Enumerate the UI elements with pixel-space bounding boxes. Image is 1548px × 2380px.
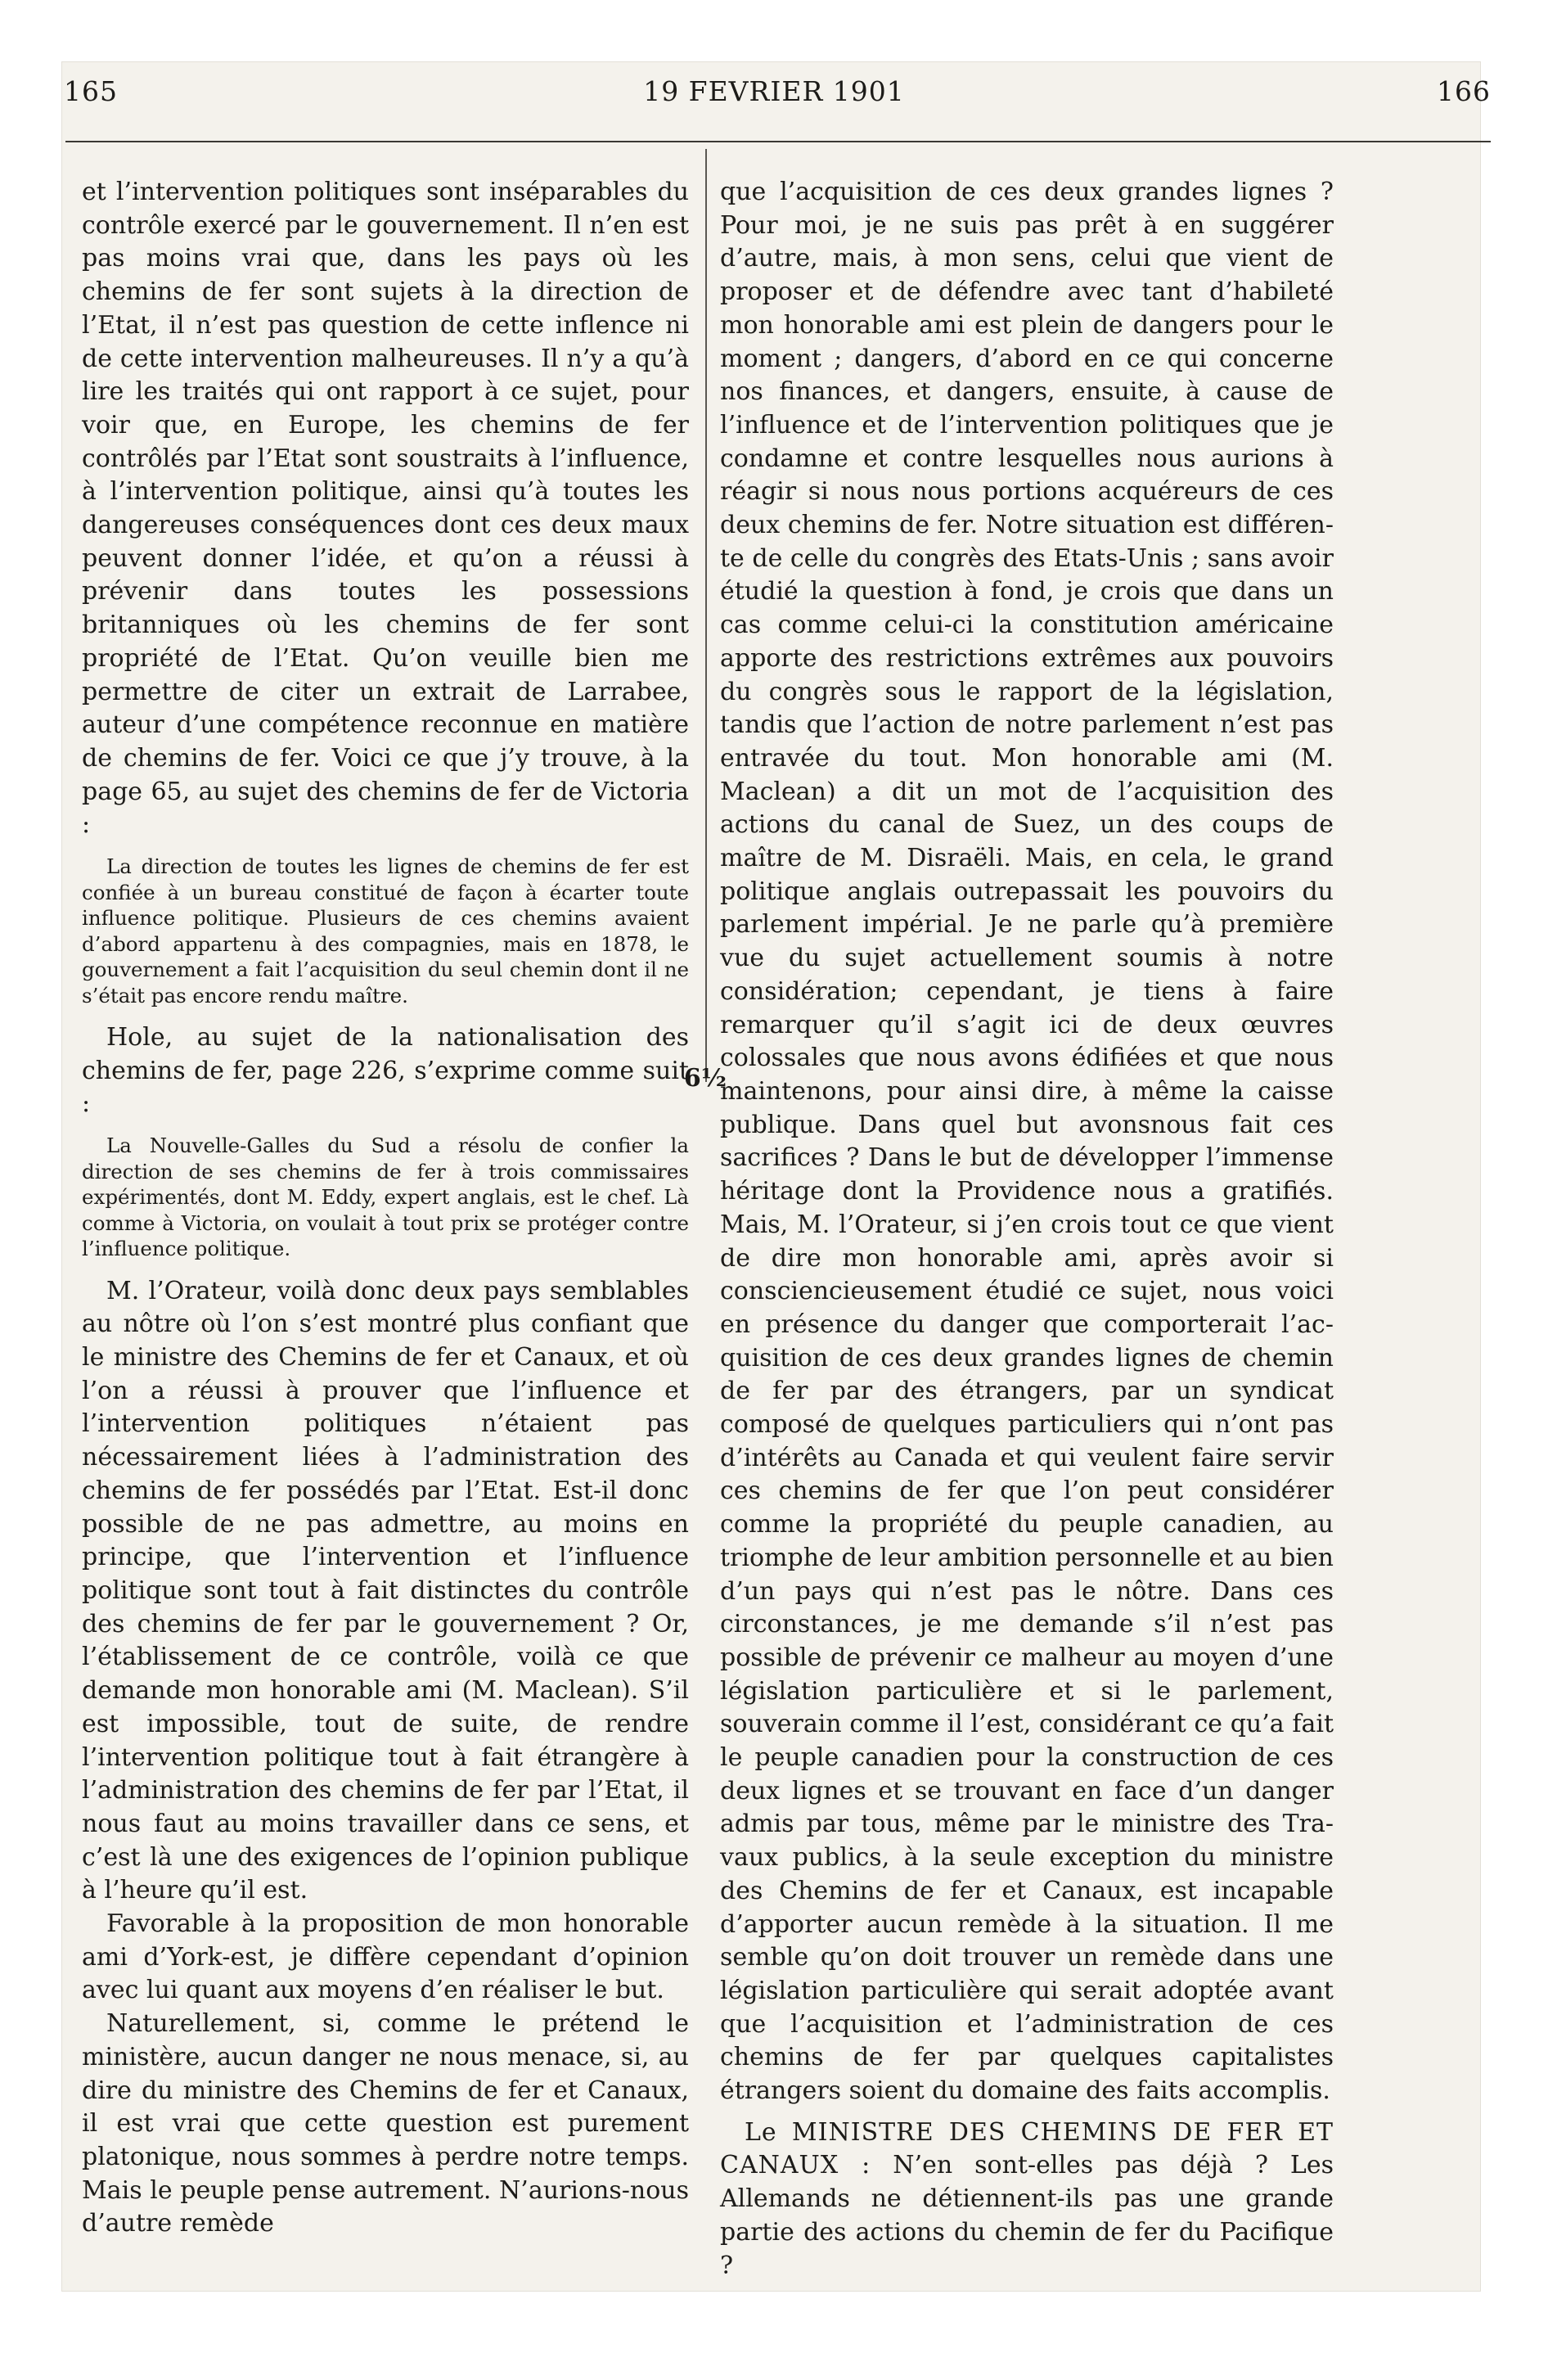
signature-mark: 6½ <box>683 1064 727 1093</box>
block-quote <box>82 1133 689 1262</box>
page-date: 19 FEVRIER 1901 <box>643 75 905 107</box>
page-header <box>0 75 1548 124</box>
page-number-left: 165 <box>64 75 118 107</box>
left-column <box>82 176 689 2241</box>
page-number-right: 166 <box>1437 75 1491 107</box>
block-quote <box>82 854 689 1008</box>
speaker-text: N’en sont-elles pas déjà ? Les Allemands ne détiennent-ils pas une grande partie des actions du chemin de fer du Pacifique ? <box>720 2151 1334 2280</box>
column-divider <box>705 149 707 1082</box>
paragraph: que l’acquisition de ces deux grandes lignes ? Pour moi, je ne suis pas prêt à en suggérer d’autre, mais, à mon sens, celui que vient de proposer et de défendre avec tant d’habileté mon honorable ami est plein de dangers pour le moment ; dangers, d’abord en ce qui concerne nos finances, et dangers, ensuite, à cause de l’influence et de l’intervention politiques que je condamne et contre lesquelles nous aurions à réagir si nous nous portions acquéreurs de ces deux chemins de fer. Notre situation est différente de celle du congrès des Etats-Unis ; sans avoir étudié la question à fond, je crois que dans un cas comme celui-ci la constitution américaine apporte des restrictions extrêmes aux pouvoirs du congrès sous le rapport de la législation, tandis que l’action de notre parlement n’est pas entravée du tout. Mon honorable ami (M. Maclean) a dit un mot de l’acquisition des actions du canal de Suez, un des coups de maître de M. Disraëli. Mais, en cela, le grand politique anglais outrepassait les pouvoirs du parlement impérial. Je ne parle qu’à première vue du sujet actuellement soumis à notre considération; cependant, je tiens à faire remarquer qu’il s’agit ici de deux œuvres colossales que nous avons édifiées et que nous maintenons, pour ainsi dire, à même la caisse publique. Dans quel but avonsnous fait ces sacrifices ? Dans le but de développer l’immense héritage dont la Providence nous a gratifiés. Mais, M. l’Orateur, si j’en crois tout ce que vient de dire mon honorable ami, après avoir si consciencieusement étudié ce sujet, nous voici en présence du danger que comporterait l’acquisition de ces deux grandes lignes de chemin de fer par des étrangers, par un syndicat composé de quelques particuliers qui n’ont pas d’intérêts au Canada et qui veulent faire servir ces chemins de fer que l’on peut considérer comme la propriété du peuple canadien, au triomphe de leur ambition personnelle et au bien d’un pays qui n’est pas le nôtre. Dans ces circonstances, je me demande s’il n’est pas possible de prévenir ce malheur au moyen d’une législation particulière et si le parlement, souverain comme il l’est, considérant ce qu’a fait le peuple canadien pour la construction de ces deux lignes et se trouvant en face d’un danger admis par tous, même par le ministre des Travaux publics, à la seule exception du ministre des Chemins de fer et Canaux, est incapable d’apporter aucun remède à la situation. Il me semble qu’on doit trouver un remède dans une législation particulière qui serait adoptée avant que l’acquisition et l’administration de ces chemins de fer par quelques capitalistes étrangers soient du domaine des faits accomplis. <box>720 178 1334 2106</box>
header-rule <box>65 141 1491 142</box>
paragraph: Hole, au sujet de la nationalisation des chemins de fer, page 226, s’exprime comme suit : <box>82 1023 689 1119</box>
speaker-paragraph <box>720 2116 1334 2283</box>
paragraph: Naturellement, si, comme le prétend le ministère, aucun danger ne nous menace, si, au dire du ministre des Chemins de fer et Canaux, il est vrai que cette question est purement platonique, nous sommes à perdre notre temps. Mais le peuple pense autrement. N’aurions-nous d’autre remède <box>82 2009 689 2238</box>
right-column <box>720 176 1334 2283</box>
quote-text: La direction de toutes les lignes de chemins de fer est confiée à un bureau constitué de façon à écarter toute influence politique. Plusieurs de ces chemins avaient d’abord appartenu à des compagnies, mais en 1878, le gouvernement a fait l’acquisition du seul chemin dont il ne s’était pas encore rendu maître. <box>82 854 689 1007</box>
quote-text: La Nouvelle-Galles du Sud a résolu de confier la direction de ses chemins de fer à trois commissaires expérimentés, dont M. Eddy, expert anglais, est le chef. Là comme à Victoria, on voulait à tout prix se protéger contre l’influence politique. <box>82 1134 689 1261</box>
paragraph: M. l’Orateur, voilà donc deux pays semblables au nôtre où l’on s’est montré plus confiant que le ministre des Chemins de fer et Canaux, et où l’on a réussi à prouver que l’influence et l’intervention politiques n’étaient pas nécessairement liées à l’administration des chemins de fer possédés par l’Etat. Est-il donc possible de ne pas admettre, au moins en principe, que l’intervention et l’influence politique sont tout à fait distinctes du contrôle des chemins de fer par le gouvernement ? Or, l’établissement de ce contrôle, voilà ce que demande mon honorable ami (M. Maclean). S’il est impossible, tout de suite, de rendre l’intervention politique tout à fait étrangère à l’administration des chemins de fer par l’Etat, il nous faut au moins travailler dans ce sens, et c’est là une des exigences de l’opinion publique à l’heure qu’il est. <box>82 1276 689 1905</box>
speaker-name: Le MINISTRE DES CHEMINS DE FER ET CANAUX : <box>720 2117 1334 2180</box>
paragraph: Favorable à la proposition de mon honorable ami d’York-est, je diffère cependant d’opinion avec lui quant aux moyens d’en réaliser le but. <box>82 1909 689 2005</box>
paragraph: et l’intervention politiques sont inséparables du contrôle exercé par le gouvernement. Il n’en est pas moins vrai que, dans les pays où les chemins de fer sont sujets à la direction de l’Etat, il n’est pas question de cette inflence ni de cette intervention malheureuses. Il n’y a qu’à lire les traités qui ont rapport à ce sujet, pour voir que, en Europe, les chemins de fer contrôlés par l’Etat sont soustraits à l’influence, à l’intervention politique, ainsi qu’à toutes les dangereuses conséquences dont ces deux maux peuvent donner l’idée, et qu’on a réussi à prévenir dans toutes les possessions britanniques où les chemins de fer sont propriété de l’Etat. Qu’on veuille bien me permettre de citer un extrait de Larrabee, auteur d’une compétence reconnue en matière de chemins de fer. Voici ce que j’y trouve, à la page 65, au sujet des chemins de fer de Victoria : <box>82 178 689 840</box>
